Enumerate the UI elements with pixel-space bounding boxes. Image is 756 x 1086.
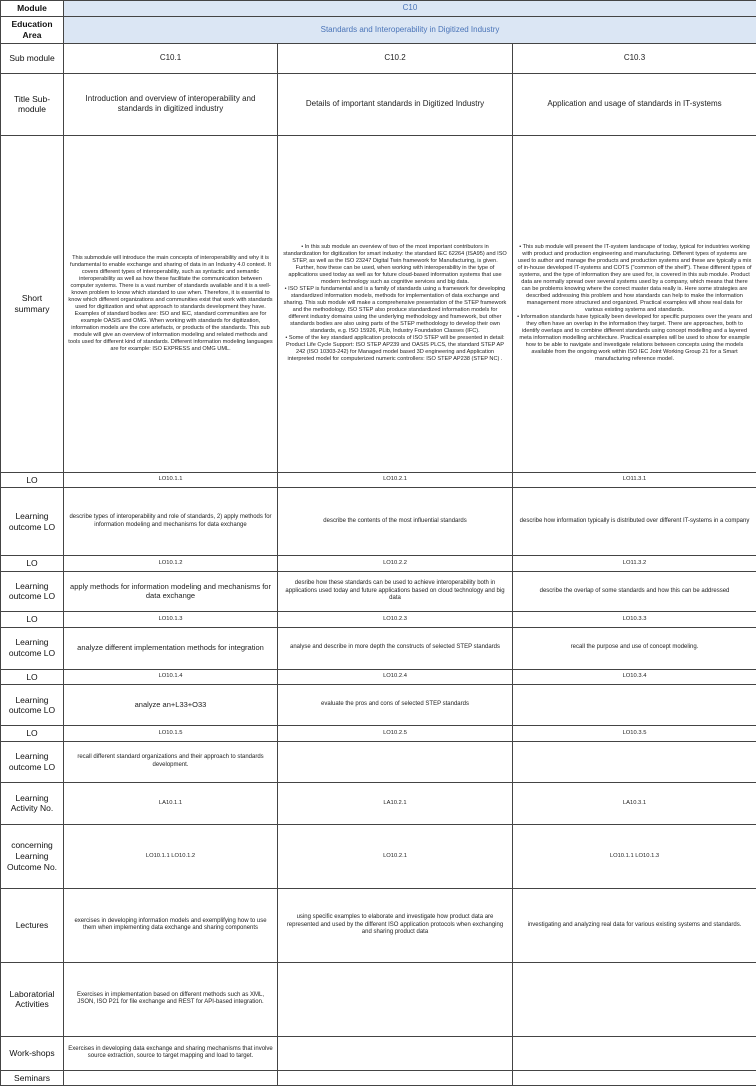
learning-outcome-row xyxy=(1,685,756,726)
lo-id-row xyxy=(1,472,756,488)
lo-id: LO10.2.4 xyxy=(278,669,513,685)
summary-c10-3-para-2: • Information standards have typically been developed for specific purposes over the years and they often have an overlap in the information they target. There are approaches, both to identify overlaps and to combine different standards using concept modelling and a layered meta information modelling architecture. Practical examples will be used to show for example how to be able to navigate and investigate relations between concepts using the models available from the ongoing work within ISO IEC Joint Working Group 21 for a Smart manufacturing reference model. xyxy=(517,314,752,363)
lectures-row xyxy=(1,888,756,962)
lo-id-row xyxy=(1,726,756,742)
learning-outcome: describe how information typically is distributed over different IT-systems in a company xyxy=(513,488,756,556)
title-c10-2: Details of important standards in Digitized Industry xyxy=(278,73,513,135)
learning-outcome-label: Learning outcome LO xyxy=(1,741,64,782)
submodule-c10-1: C10.1 xyxy=(64,43,278,73)
activity-id: LA10.3.1 xyxy=(513,782,756,824)
lo-label: LO xyxy=(1,611,64,627)
learning-outcome xyxy=(513,685,756,726)
lo-id: LO10.1.4 xyxy=(64,669,278,685)
concerning-lo: LO10.2.1 xyxy=(278,824,513,888)
seminars-row xyxy=(1,1070,756,1086)
lo-label: LO xyxy=(1,556,64,572)
lectures-c10-3: investigating and analyzing real data for various existing systems and standards. xyxy=(513,888,756,962)
title-c10-3: Application and usage of standards in IT-systems xyxy=(513,73,756,135)
learning-outcome: analyze different implementation methods for integration xyxy=(64,627,278,669)
module-label: Module xyxy=(1,1,64,17)
learning-outcome: describe the contents of the most influential standards xyxy=(278,488,513,556)
title-label: Title Sub-module xyxy=(1,73,64,135)
empty-cell xyxy=(278,962,513,1036)
laboratorial-c10-1: Exercises in implementation based on different methods such as XML, JSON, ISO P21 for file exchange and REST for API-based integration. xyxy=(64,962,278,1036)
learning-outcome: apply methods for information modeling and mechanisms for data exchange xyxy=(64,571,278,611)
lo-id-row xyxy=(1,669,756,685)
concerning-lo: LO10.1.1 LO10.1.2 xyxy=(64,824,278,888)
title-c10-1: Introduction and overview of interoperability and standards in digitized industry xyxy=(64,73,278,135)
education-area-value: Standards and Interoperability in Digitized Industry xyxy=(64,16,756,43)
lo-id: LO10.2.2 xyxy=(278,556,513,572)
lo-id: LO10.1.1 xyxy=(64,472,278,488)
lo-id: LO10.3.5 xyxy=(513,726,756,742)
learning-outcome: describe types of interoperability and role of standards, 2) apply methods for information modeling and mechanisms for data exchange xyxy=(64,488,278,556)
lo-id: LO11.3.1 xyxy=(513,472,756,488)
summary-c10-2-para-2: • ISO STEP is fundamental and is a family of standards using a framework for developing standardized information models, methods for implementation of data exchange and sharing. This sub module will make a comprehensive presentation of the STEP framework and the methodology. ISO STEP also produce standardized information models for different industry domains using the underlying methodology and framework, but other standards bodies are also using parts of the STEP methodology to develop their own standards, e.g. ISO 15926, PLib, Industry Foundation Classes (IFC). xyxy=(282,286,508,335)
lo-id: LO10.1.5 xyxy=(64,726,278,742)
module-value: C10 xyxy=(64,1,756,17)
submodule-c10-2: C10.2 xyxy=(278,43,513,73)
education-area-label: Education Area xyxy=(1,16,64,43)
lectures-c10-1: exercises in developing information models and exemplifying how to use them when implementing data exchange and sharing components xyxy=(64,888,278,962)
learning-outcome: describe the overlap of some standards and how this can be addressed xyxy=(513,571,756,611)
activity-id: LA10.1.1 xyxy=(64,782,278,824)
title-row xyxy=(1,73,756,135)
lo-id: LO10.3.4 xyxy=(513,669,756,685)
lo-id: LO10.2.1 xyxy=(278,472,513,488)
lo-id: LO10.2.5 xyxy=(278,726,513,742)
learning-outcome-label: Learning outcome LO xyxy=(1,627,64,669)
lo-id: LO10.3.3 xyxy=(513,611,756,627)
summary-c10-3-para-1: • This sub module will present the IT-system landscape of today, typical for industries working with product and production engineering and manufacturing. Different types of systems are used to author and manage the products and production systems and these are typically a mix of in-house developed IT-systems and COTS ("common off the shelf"). These different types of systems, and the type of information they are used for, is covered in this sub module. Product data are normally spread over several systems used by a company, which means that there can be problems knowing where the correct master data really is. Here some strategies are described addressing this problem and how standards can help to make the information management more structured and organized. Practical examples will show real data for various existing systems and standards. xyxy=(517,244,752,314)
learning-outcome: recall different standard organizations and their approach to standards development. xyxy=(64,741,278,782)
lo-id: LO10.2.3 xyxy=(278,611,513,627)
summary-c10-2-para-3: • Some of the key standard application protocols of ISO STEP will be presented in detail: Product Life Cycle Support: ISO STEP AP239 and OASIS PLCS, the standard STEP AP 242 (ISO 10303-242) for Managed model based 3D engineering and Application interpreted model for computerized numeric controllers: ISO STEP AP238 (STEP NC) . xyxy=(282,335,508,363)
concerning-lo: LO10.1.1 LO10.1.3 xyxy=(513,824,756,888)
lectures-c10-2: using specific examples to elaborate and investigate how product data are represented and used by the different ISO application protocols when exchanging and sharing product data xyxy=(278,888,513,962)
concerning-label: concerning Learning Outcome No. xyxy=(1,824,64,888)
learning-outcome: analyse and describe in more depth the constructs of selected STEP standards xyxy=(278,627,513,669)
lo-id-row xyxy=(1,556,756,572)
summary-c10-2-para-1: • In this sub module an overview of two of the most important contributors in standardization for digitization for smart industry: the standard IEC 62264 (ISA95) and ISO STEP, as well as the ISO 23247 Digital Twin framework for Manufacturing, is given. Further, how these can be used, when working with interoperability in the type of applications used today as well as for future cloud-based information systems that use modern technology such as cognitive services and big data. xyxy=(282,244,508,286)
learning-outcome-row xyxy=(1,488,756,556)
learning-outcome-label: Learning outcome LO xyxy=(1,571,64,611)
workshops-row xyxy=(1,1036,756,1070)
lo-id-row xyxy=(1,611,756,627)
activity-id: LA10.2.1 xyxy=(278,782,513,824)
empty-cell xyxy=(278,1036,513,1070)
empty-cell xyxy=(278,1070,513,1086)
learning-outcome-row xyxy=(1,627,756,669)
empty-cell xyxy=(513,1070,756,1086)
lo-label: LO xyxy=(1,726,64,742)
summary-c10-1-text: This submodule will introduce the main concepts of interoperability and why it is fundamental to enable exchange and sharing of data in an Industry 4.0 context. It covers different types of interoperability, such as syntactic and semantic interoperability as well as how these facilitate the communication between computer systems. There is a vast number of standards available and it is a well-known problem to know which standard to use when. Therefore, it is essential to know which different organizations and communities exist that work with standards used for digitization and what approach to standards development they have. Examples of standard bodies are: ISO and IEC, standard communities are for example OASIS and OMG. When working with standards for digitization, information models are the core artefacts, or products of the standards. This sub module will give an overview of information modeling and related methods and tools used for different kind of standards. Different information modeling languages are for example: ISO EXPRESS and OMG UML. xyxy=(68,255,273,353)
workshops-label: Work-shops xyxy=(1,1036,64,1070)
submodule-label: Sub module xyxy=(1,43,64,73)
empty-cell xyxy=(64,1070,278,1086)
seminars-label: Seminars xyxy=(1,1070,64,1086)
learning-outcome: evaluate the pros and cons of selected STEP standards xyxy=(278,685,513,726)
learning-outcome-label: Learning outcome LO xyxy=(1,488,64,556)
learning-outcome xyxy=(278,741,513,782)
lo-label: LO xyxy=(1,669,64,685)
lo-id: LO10.1.3 xyxy=(64,611,278,627)
lectures-label: Lectures xyxy=(1,888,64,962)
summary-label: Short summary xyxy=(1,135,64,472)
submodule-c10-3: C10.3 xyxy=(513,43,756,73)
learning-outcome: desribe how these standards can be used to achieve interoperability both in applications used today and future applications based on cloud technology and big data xyxy=(278,571,513,611)
learning-outcome-row xyxy=(1,571,756,611)
summary-c10-1 xyxy=(64,135,278,472)
learning-outcome-label: Learning outcome LO xyxy=(1,685,64,726)
lo-id: LO10.1.2 xyxy=(64,556,278,572)
laboratorial-row xyxy=(1,962,756,1036)
empty-cell xyxy=(513,962,756,1036)
laboratorial-label: Laboratorial Activities xyxy=(1,962,64,1036)
lo-label: LO xyxy=(1,472,64,488)
learning-outcome-row xyxy=(1,741,756,782)
module-row xyxy=(1,1,756,17)
summary-row xyxy=(1,135,756,472)
learning-outcome xyxy=(513,741,756,782)
summary-c10-2 xyxy=(278,135,513,472)
workshops-c10-1: Exercises in developing data exchange and sharing mechanisms that involve source extraction, source to target mapping and load to target. xyxy=(64,1036,278,1070)
learning-outcome: recall the purpose and use of concept modeling. xyxy=(513,627,756,669)
summary-c10-3 xyxy=(513,135,756,472)
learning-outcome: analyze an+L33+O33 xyxy=(64,685,278,726)
concerning-row xyxy=(1,824,756,888)
submodule-row xyxy=(1,43,756,73)
empty-cell xyxy=(513,1036,756,1070)
education-area-row xyxy=(1,16,756,43)
lo-id: LO11.3.2 xyxy=(513,556,756,572)
activity-label: Learning Activity No. xyxy=(1,782,64,824)
activity-row xyxy=(1,782,756,824)
